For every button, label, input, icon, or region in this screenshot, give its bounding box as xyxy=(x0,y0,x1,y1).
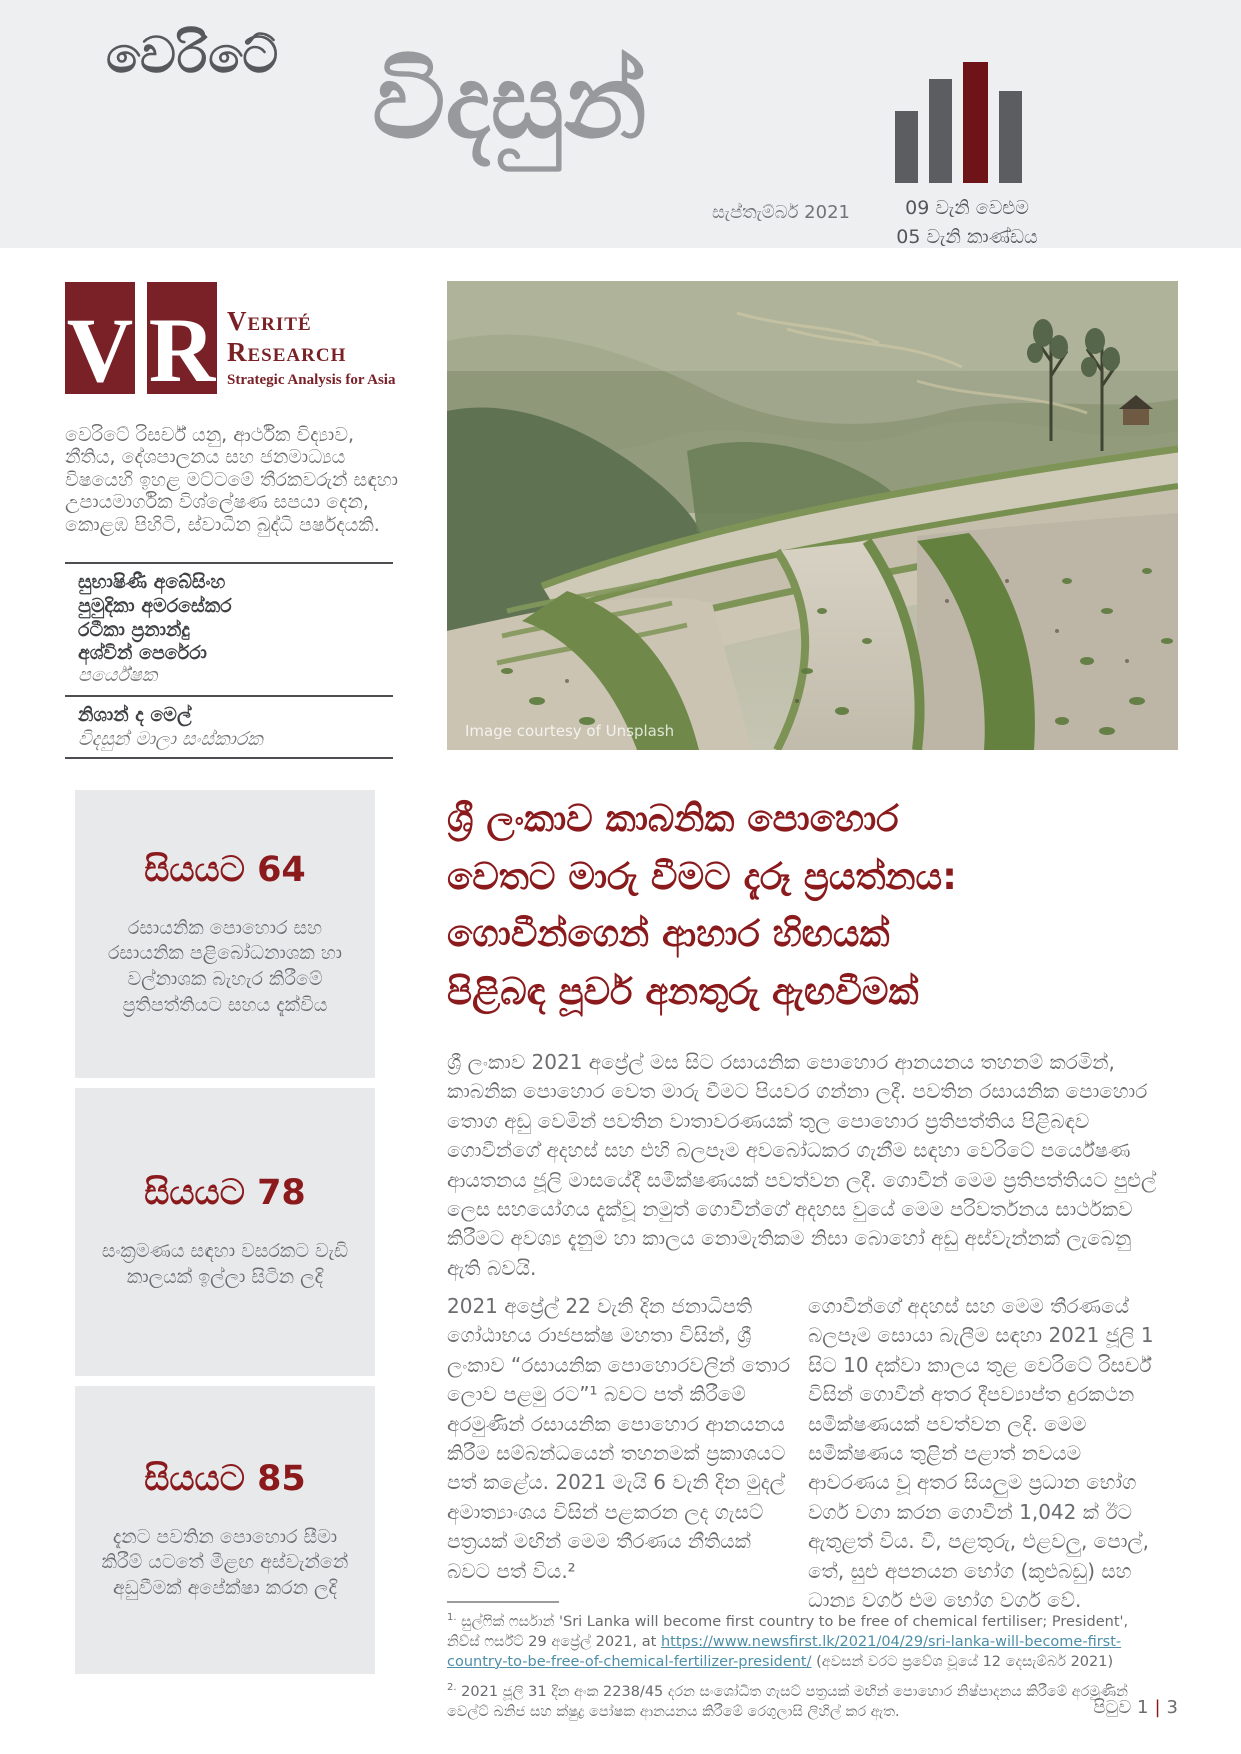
volume-issue-lines xyxy=(872,194,1062,253)
rice-terraces-illustration xyxy=(447,281,1178,750)
researcher-name: සුභාෂිණී අබේසිංහ xyxy=(78,571,226,593)
page-total: 3 xyxy=(1166,1697,1178,1718)
masthead-band xyxy=(0,0,1241,248)
stat-description: රසායනික පොහොර සහ රසායනික පළිබෝධනාශක හා වල්නාශක බැහැර කිරීමේ ප්‍රතිපත්තියට සහය දැක්විය xyxy=(107,916,343,1016)
footnote-1 xyxy=(447,1611,1163,1672)
volume-line: 09 වැනි වෙළුම xyxy=(905,197,1029,219)
researcher-name: රටීකා ප්‍රනාන්දු xyxy=(78,618,190,641)
logo-name-line2: Research xyxy=(227,337,347,368)
logo-letter-r: R xyxy=(147,282,217,394)
page-current: 1 xyxy=(1137,1697,1149,1718)
article-title xyxy=(447,790,1167,1021)
researchers-list xyxy=(78,571,232,666)
bar-chart-icon-bar xyxy=(999,91,1022,183)
logo-letter-v: V xyxy=(65,282,135,394)
page-separator: | xyxy=(1154,1697,1161,1718)
article-title-line: වෙතට මාරු වීමට දැරූ ප්‍රයත්නය: xyxy=(447,854,957,898)
bar-chart-icon-bar xyxy=(929,79,952,183)
brand-word-verite: වෙරිටේ xyxy=(106,26,280,84)
issue-line: 05 වැනි කාණ්ඩය xyxy=(896,226,1038,249)
stat-description: දැනට පවතින පොහොර සීමා කිරීම් යටතේ මීළඟ අස්වැන්නේ අඩුවීමක් අපේක්ෂා කරන ලදි xyxy=(101,1525,349,1599)
footnote-text: සුල්ෆික් ෆර්සාන් 'Sri Lanka will become first country to be free of chemical fertiliser; President', නිව්ස් ෆර්ස්ට් 29 අප්‍රේල් 2021, at xyxy=(447,1613,1129,1650)
rice-terraces-photo xyxy=(447,281,1178,750)
logo-name-line1: Verité xyxy=(227,306,312,336)
body-column-left: 2021 අප්‍රේල් 22 වැනි දින ජනාධිපති ගෝඨාභය රාජපක්ෂ මහතා විසින්, ශ්‍රී ලංකාව “රසායනික පොහොරවලින් තොර ලොව පළමු රට”¹ බවට පත් කිරීමේ අරමුණින් රසායනික පොහොර ආනයනය කිරීම සම්බන්ධයෙන් තහනමක් ප්‍රකාශයට පත් කළේය. 2021 මැයි 6 වැනි දින මුදල් අමාත්‍යාංශය විසින් පළකරන ලද ගැසට් පත්‍රයක් මඟින් මෙම තීරණය නීතියක් බවට පත් විය.² xyxy=(447,1294,791,1583)
bar-chart-icon xyxy=(895,60,1025,183)
article-title-line: පිළිබඳ පූර්ව අනතුරු ඇඟවීමක් xyxy=(447,970,919,1014)
page-number xyxy=(1093,1697,1178,1718)
footnote-text: 2021 ජූලි 31 දින අංක 2238/45 දරන සංශෝධිත ගැසට් පත්‍රයක් මඟින් පොහොර නිෂ්පාදනය කිරීමේ අරමුණින් වෙල්ට් ඛනිජ සහ ක්ෂුද්‍ර පෝෂක ආනයනය කිරීමේ රෙගුලාසි ලිහිල් කර ඇත. xyxy=(447,1683,1128,1720)
verite-research-logo xyxy=(65,282,396,401)
stat-card-85-percent xyxy=(75,1386,375,1674)
stat-value: සියයට 85 xyxy=(144,1458,306,1499)
logo-wordmark xyxy=(227,282,395,394)
brand-word-vidasun: විදසුන් xyxy=(372,43,647,162)
editor-name: නිශාන් ද මෙල් xyxy=(78,704,192,726)
issue-date: සැප්තැම්බර් 2021 xyxy=(711,202,850,223)
researcher-name: පුමුදිකා අමරසේකර xyxy=(78,594,232,617)
stat-card-64-percent xyxy=(75,790,375,1078)
footnote-link[interactable]: https://www.newsfirst.lk/2021/04/29/sri-lanka-will-become-first-country-to-be-free-of-chemical-fertilizer-president/ xyxy=(447,1633,1122,1670)
sidebar-divider xyxy=(65,695,393,697)
article-title-line: ගොවීන්ගෙන් ආහාර හිඟයක් xyxy=(447,912,890,956)
lead-paragraph: ශ්‍රී ලංකාව 2021 අප්‍රේල් මස සිට රසායනික පොහොර ආනයනය තහනම් කරමින්, කාබනික පොහොර වෙත මාරු වීමට පියවර ගන්නා ලදී. පවතින රසායනික පොහොර තොග අඩු වෙමින් පවතින වාතාවරණයක් තුල පොහොර ප්‍රතිපත්තිය පිළිබඳව ගොවීන්ගේ අදහස් සහ එහි බලපෑම අවබෝධකර ගැනීම සඳහා වෙරිටේ පර්යේෂණ ආයතනය ජූලි මාසයේදී සමීක්ෂණයක් පවත්වන ලදී. ගොවීන් මෙම ප්‍රතිපත්තියට පුළුල් ලෙස සහයෝගය දැක්වූ නමුත් ගොවීන්ගේ අදහස වුයේ මෙම පරිවර්තනය සාර්ථකව කිරීමට අවශ්‍ය දැනුම හා කාලය නොමැතිකම නිසා බොහෝ අඩු අස්වැන්නක් ලැබෙනු ඇති බවයි. xyxy=(447,1050,1157,1280)
sidebar-divider xyxy=(65,562,393,564)
sidebar-divider xyxy=(65,757,393,759)
body-column-right: ගොවීන්ගේ අදහස් සහ මෙම තීරණයේ බලපෑම සොයා බැලීම සඳහා 2021 ජූලි 1 සිට 10 දක්වා කාලය තුළ වෙරිටේ රිසර්ච් විසින් ගොවීන් අතර දීපව්‍යාප්ත දුරකථන සමීක්ෂණයක් පවත්වන ලදි. මෙම සමීක්ෂණය තුළින් පළාත් නවයම ආවරණය වූ අතර සියලුම ප්‍රධාන භෝග වර්ග වගා කරන ගොවීන් 1,042 ක් ඊට ඇතුළත් විය. වී, පළතුරු, එළවලු, පොල්, තේ, සුළු අපනයන භෝග (කුළුබඩු) සහ ධාන්‍ය වර්ග එම භෝග වර්ග වේ. xyxy=(808,1294,1154,1612)
stat-card-78-percent xyxy=(75,1088,375,1376)
bar-chart-icon-bar xyxy=(895,111,918,183)
stat-value: සියයට 64 xyxy=(144,849,306,890)
photo-credit-caption: Image courtesy of Unsplash xyxy=(465,722,675,740)
editor-role-label: විදසුන් මාලා සංස්කාරක xyxy=(78,728,263,750)
researchers-role-label: පර්යේෂක xyxy=(78,664,158,686)
bar-chart-icon-bar-accent xyxy=(963,62,988,183)
footnote-marker: 2. xyxy=(447,1681,457,1693)
stat-value: සියයට 78 xyxy=(144,1173,306,1214)
about-organisation-text: වෙරිටේ රිසර්ච් යනු, ආර්ථික විද්‍යාව, නීතිය, දේශපාලනය සහ ජනමාධ්‍යය විෂයෙහි ඉහළ මට්ටමේ තීරකවරුන් සඳහා උපායමාර්ගික විශ්ලේෂණ සපයා දෙන, කොළඹ පිහිටි, ස්වාධීන බුද්ධි පර්ෂදයකි. xyxy=(65,424,399,536)
researcher-name: අශ්වින් පෙරේරා xyxy=(78,642,207,665)
article-title-line: ශ්‍රී ලංකාව කාබනික පොහොර xyxy=(447,797,899,840)
logo-tagline: Strategic Analysis for Asia xyxy=(227,372,396,389)
footnote-text: (අවසන් වරට ප්‍රවේශ වූයේ 12 දෙසැම්බර් 2021) xyxy=(811,1653,1114,1670)
footnote-marker: 1. xyxy=(447,1612,457,1623)
page-label: පිටුව xyxy=(1093,1697,1132,1718)
stat-description: සංක්‍රමණය සඳහා වසරකට වැඩි කාලයක් ඉල්ලා සිටින ලදි xyxy=(101,1240,349,1288)
footnote-divider xyxy=(447,1601,559,1603)
footnotes-section xyxy=(447,1611,1163,1731)
footnote-2 xyxy=(447,1681,1163,1722)
